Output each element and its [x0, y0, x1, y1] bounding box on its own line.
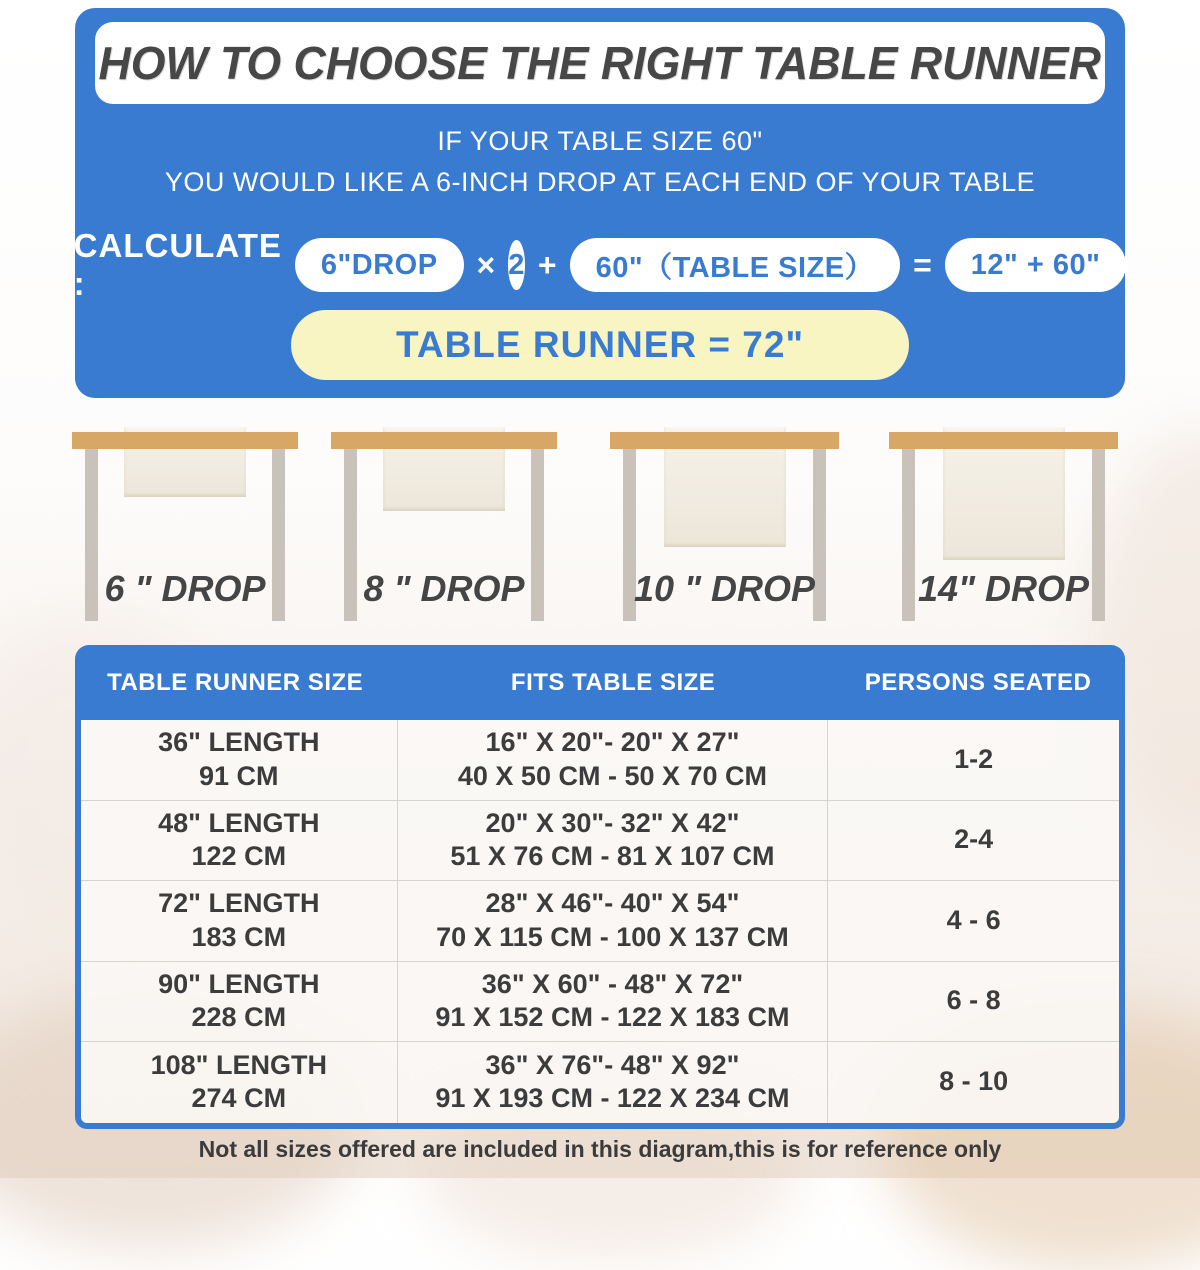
drop-label: 10 " DROP [633, 568, 816, 609]
size-chart-header [75, 645, 1125, 720]
fits-table-size-cell: 28" X 46"- 40" X 54" 70 X 115 CM - 100 X 137 CM [398, 881, 829, 961]
table-row [81, 720, 1119, 801]
table-size-pill: 60"（TABLE SIZE） [570, 238, 901, 292]
runner-size-cell: 48" LENGTH 122 CM [81, 801, 398, 881]
column-header-runner-size: TABLE RUNNER SIZE [107, 668, 364, 696]
fits-table-size-cell: 36" X 76"- 48" X 92" 91 X 193 CM - 122 X 234 CM [398, 1042, 829, 1123]
tabletop [331, 432, 557, 449]
multiplier-pill: 2 [508, 240, 525, 290]
table-row [81, 881, 1119, 962]
hero-line-2: YOU WOULD LIKE A 6-INCH DROP AT EACH END OF YOUR TABLE [164, 167, 1036, 197]
table-row [81, 801, 1119, 882]
persons-seated-cell: 4 - 6 [946, 904, 1001, 935]
drop-label: 14" DROP [917, 568, 1090, 609]
runner-size-cell: 90" LENGTH 228 CM [81, 962, 398, 1042]
runner-size-cell: 72" LENGTH 183 CM [81, 881, 398, 961]
runner-size-cell: 36" LENGTH 91 CM [81, 720, 398, 800]
persons-seated-cell: 6 - 8 [946, 985, 1001, 1016]
reference-footnote: Not all sizes offered are included in this diagram,this is for reference only [198, 1136, 1002, 1162]
size-chart [75, 645, 1125, 1129]
runner-result-pill: TABLE RUNNER = 72" [291, 310, 909, 380]
table-row [81, 962, 1119, 1043]
column-header-fits-table-size: FITS TABLE SIZE [510, 668, 716, 696]
persons-seated-cell: 2-4 [954, 824, 994, 855]
plus-sign: + [537, 246, 557, 283]
tabletop [610, 432, 839, 449]
table-figure-6-inch-drop [72, 432, 298, 624]
column-header-persons-seated: PERSONS SEATED [864, 668, 1092, 696]
hero-panel [75, 8, 1125, 398]
drop-figures [0, 432, 1200, 632]
runner-size-cell: 108" LENGTH 274 CM [81, 1042, 398, 1123]
multiply-sign: × [476, 246, 496, 283]
hero-line-1: IF YOUR TABLE SIZE 60" [437, 126, 763, 156]
page-title-box [95, 22, 1105, 104]
drop-label: 8 " DROP [363, 568, 525, 609]
table-row [81, 1042, 1119, 1123]
drop-label: 6 " DROP [104, 568, 266, 609]
calculation-formula [73, 227, 1125, 302]
table-figure-8-inch-drop [331, 432, 557, 624]
fits-table-size-cell: 20" X 30"- 32" X 42" 51 X 76 CM - 81 X 107 CM [398, 801, 829, 881]
table-figure-10-inch-drop [610, 432, 839, 624]
persons-seated-cell: 8 - 10 [939, 1066, 1009, 1097]
equals-sign: = [913, 246, 932, 283]
size-chart-body [75, 720, 1125, 1129]
persons-seated-cell: 1-2 [954, 743, 994, 774]
tabletop [72, 432, 298, 449]
drop-value-pill: 6"DROP [295, 238, 464, 292]
calculate-label: CALCULATE : [73, 227, 282, 302]
tabletop [889, 432, 1118, 449]
fits-table-size-cell: 16" X 20"- 20" X 27" 40 X 50 CM - 50 X 70 CM [398, 720, 829, 800]
sum-pill: 12" + 60" [945, 238, 1127, 292]
table-figure-14-inch-drop [889, 432, 1118, 624]
fits-table-size-cell: 36" X 60" - 48" X 72" 91 X 152 CM - 122 X 183 CM [398, 962, 829, 1042]
page-title: HOW TO CHOOSE THE RIGHT TABLE RUNNER [98, 37, 1102, 89]
